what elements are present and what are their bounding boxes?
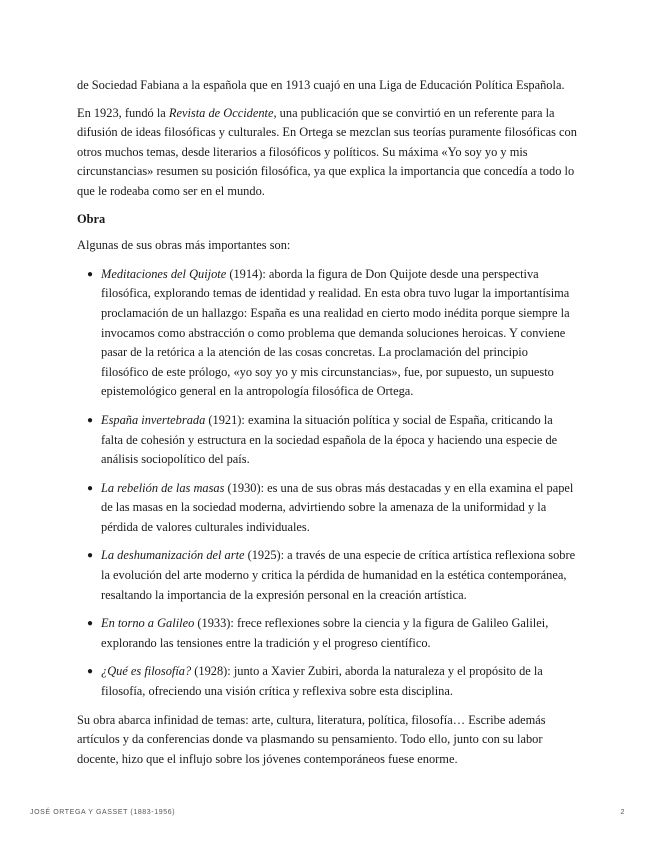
work-description: (1914): aborda la figura de Don Quijote desde una perspectiva filosófica, explorando temas de identidad y realidad. En esta obra tuvo lugar la importantísima proclamación de un hallazgo: España es una realidad en cierto modo inédita porque siempre la invocamos como abstracción o como problema que demanda soluciones heroicas. Y conviene pasar de la retórica a la atención de las cosas concretas. La proclamación del principio filosófico de este prólogo, «yo soy yo y mis circunstancias», fue, por supuesto, un supuesto epistemológico general en la antropología filosófica de Ortega. <box>101 266 570 399</box>
works-intro: Algunas de sus obras más importantes son: <box>77 238 291 253</box>
work-description: (1921): examina la situación política y social de España, criticando la falta de cohesión y estructura en la sociedad española de la época y haciendo una especie de análisis sociopolítico del país. <box>101 412 558 467</box>
list-item <box>87 479 577 538</box>
list-item <box>87 546 577 605</box>
bullet-icon: ● <box>87 666 94 678</box>
paragraph-revista <box>77 104 577 202</box>
bullet-icon: ● <box>87 618 94 630</box>
work-description: (1928): junto a Xavier Zubiri, aborda la naturaleza y el propósito de la filosofía, ofreciendo una visión crítica y reflexiva sobre esta disciplina. <box>101 664 543 699</box>
list-item <box>87 411 577 470</box>
work-title: ¿Qué es filosofía? <box>101 664 192 679</box>
page-number: 2 <box>620 809 625 816</box>
paragraph-closing: Su obra abarca infinidad de temas: arte, cultura, literatura, política, filosofía… Escribe además artículos y da conferencias donde va plasmando su pensamiento. Todo ello, junto con su labor docente, hizo que el influjo sobre los jóvenes contemporáneos fuese enorme. <box>77 712 546 766</box>
paragraph-intro-continuation: de Sociedad Fabiana a la española que en 1913 cuajó en una Liga de Educación Política Española. <box>77 78 565 92</box>
paragraph-revista-full <box>0 0 1 1</box>
work-description: (1933): frece reflexiones sobre la ciencia y la figura de Galileo Galilei, explorando las tensiones entre la tradición y el progreso científico. <box>101 616 549 650</box>
bullet-icon: ● <box>87 482 94 494</box>
bullet-icon: ● <box>87 414 94 426</box>
document-body <box>77 76 577 777</box>
work-description: (1930): es una de sus obras más destacadas y en ella examina el papel de las masas en la sociedad moderna, advirtiendo sobre la amenaza de la uniformidad y la pérdida de valores culturales individuales. <box>101 480 574 534</box>
work-title: La rebelión de las masas <box>101 480 225 495</box>
heading-obra: Obra <box>77 211 106 226</box>
work-description: (1925): a través de una especie de crítica artística reflexiona sobre la evolución del arte moderno y critica la pérdida de humanidad en la estética contemporánea, resaltando la importancia de la expresión personal en la creación artística. <box>101 548 576 602</box>
work-title: En torno a Galileo <box>101 616 195 631</box>
work-title: España invertebrada <box>101 412 206 427</box>
works-list <box>77 265 577 702</box>
list-item <box>87 265 577 402</box>
work-title: Meditaciones del Quijote <box>101 266 227 281</box>
paragraph-revista-after: , una publicación que se convirtió en un referente para la difusión de ideas filosóficas y culturales. En Ortega se mezclan sus teorías puramente filosóficas con otros muchos temas, desde literarios a filosóficos y políticos. Su máxima «Yo soy yo y mis circunstancias» resumen su posición filosófica, ya que explica la importancia que concedía a todo lo que le rodeaba como ser en el mundo. <box>77 105 577 198</box>
list-item <box>87 662 577 701</box>
list-item <box>87 614 577 653</box>
work-title: La deshumanización del arte <box>101 548 245 563</box>
paragraph-revista-before: En 1923, fundó la <box>77 105 169 120</box>
bullet-icon: ● <box>87 550 94 562</box>
revista-title: Revista de Occidente <box>168 105 274 120</box>
page-footer <box>30 809 625 816</box>
running-title: JOSÉ ORTEGA Y GASSET (1883-1956) <box>30 809 176 816</box>
bullet-icon: ● <box>87 268 94 280</box>
